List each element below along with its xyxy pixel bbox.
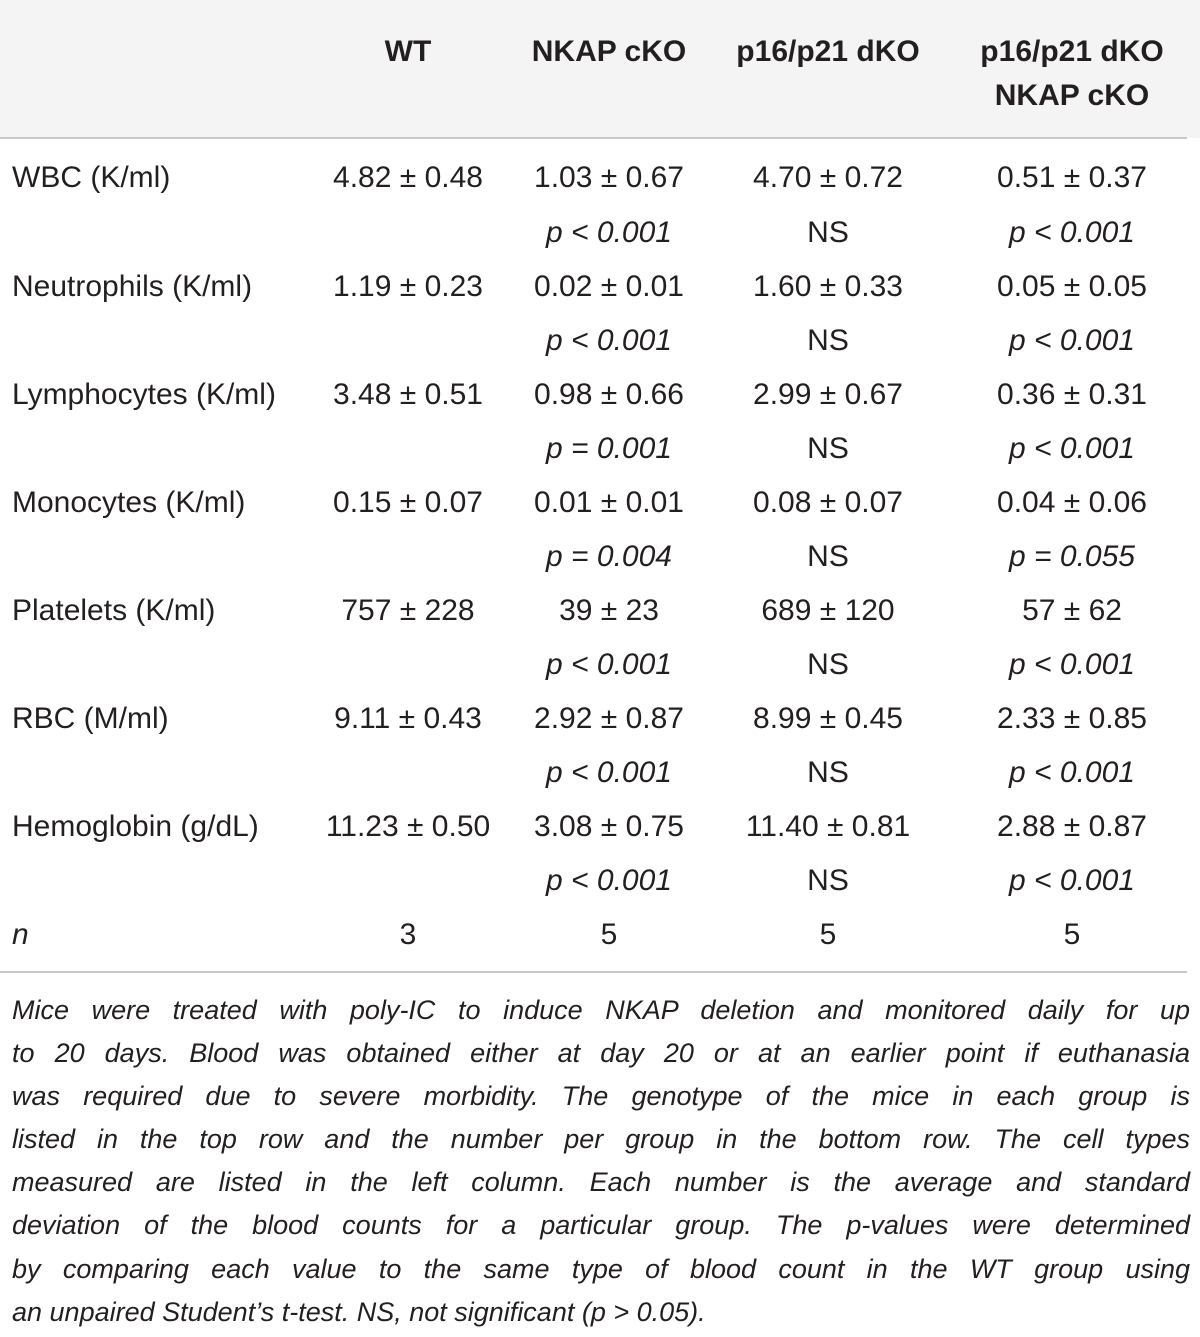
hemoglobin-nkap: 3.08 ± 0.75 [534, 810, 684, 843]
rbc-both: 2.33 ± 0.85 [997, 702, 1147, 735]
neutrophils-both-p: p < 0.001 [1009, 324, 1135, 357]
lymphocytes-wt: 3.48 ± 0.51 [333, 378, 483, 411]
wbc-wt: 4.82 ± 0.48 [333, 161, 483, 194]
header-rule [0, 137, 1187, 139]
monocytes-nkap-p: p = 0.004 [546, 540, 672, 573]
monocytes-both-p: p = 0.055 [1009, 540, 1135, 573]
n-dko: 5 [819, 918, 837, 951]
wbc-nkap-p: p < 0.001 [546, 216, 672, 249]
lymphocytes-dko-p: NS [807, 432, 849, 465]
footnote-line: an unpaired Student’s t-test. NS, not significant (p > 0.05). [12, 1296, 706, 1327]
monocytes-both: 0.04 ± 0.06 [997, 486, 1147, 519]
footer-rule [0, 971, 1187, 973]
monocytes-nkap: 0.01 ± 0.01 [534, 486, 684, 519]
row-label-platelets: Platelets (K/ml) [12, 594, 216, 627]
neutrophils-dko-p: NS [807, 324, 849, 357]
rbc-nkap-p: p < 0.001 [546, 756, 672, 789]
header-p16-p21-dko: p16/p21 dKO [736, 35, 920, 68]
hemoglobin-nkap-p: p < 0.001 [546, 864, 672, 897]
platelets-wt: 757 ± 228 [341, 594, 475, 627]
footnote-line: Mice were treated with poly-IC to induce NKAP deletion and monitored daily for up [12, 995, 1190, 1025]
monocytes-dko: 0.08 ± 0.07 [753, 486, 903, 519]
lymphocytes-nkap: 0.98 ± 0.66 [534, 378, 684, 411]
platelets-both-p: p < 0.001 [1009, 648, 1135, 681]
platelets-both: 57 ± 62 [1022, 594, 1122, 627]
rbc-both-p: p < 0.001 [1009, 756, 1135, 789]
lymphocytes-both-p: p < 0.001 [1009, 432, 1135, 465]
footnote-line: to 20 days. Blood was obtained either at day 20 or at an earlier point if euthanasia [12, 1038, 1190, 1069]
neutrophils-wt: 1.19 ± 0.23 [333, 270, 483, 303]
header-dko-nkap-line2: NKAP cKO [994, 79, 1150, 112]
row-label-lymphocytes: Lymphocytes (K/ml) [12, 378, 276, 411]
footnote-line: by comparing each value to the same type of blood count in the WT group using [12, 1253, 1190, 1284]
lymphocytes-both: 0.36 ± 0.31 [997, 378, 1147, 411]
platelets-nkap-p: p < 0.001 [546, 648, 672, 681]
wbc-nkap: 1.03 ± 0.67 [534, 161, 684, 194]
table-footnote [12, 989, 1190, 1334]
footnote-line: listed in the top row and the number per group in the bottom row. The cell types [12, 1124, 1190, 1155]
header-nkap-cko: NKAP cKO [531, 35, 687, 68]
monocytes-wt: 0.15 ± 0.07 [333, 486, 483, 519]
hemoglobin-dko: 11.40 ± 0.81 [745, 810, 911, 843]
wbc-both-p: p < 0.001 [1009, 216, 1135, 249]
row-label-monocytes: Monocytes (K/ml) [12, 486, 246, 519]
rbc-dko-p: NS [807, 756, 849, 789]
lymphocytes-nkap-p: p = 0.001 [546, 432, 672, 465]
header-wt: WT [384, 35, 432, 68]
row-label-n: n [12, 918, 29, 951]
hemoglobin-wt: 11.23 ± 0.50 [325, 810, 491, 843]
rbc-wt: 9.11 ± 0.43 [334, 702, 482, 735]
neutrophils-nkap-p: p < 0.001 [546, 324, 672, 357]
row-label-wbc: WBC (K/ml) [12, 161, 171, 194]
n-both: 5 [1063, 918, 1081, 951]
rbc-dko: 8.99 ± 0.45 [753, 702, 903, 735]
row-label-neutrophils: Neutrophils (K/ml) [12, 270, 253, 303]
row-label-hemoglobin: Hemoglobin (g/dL) [12, 810, 259, 843]
row-label-rbc: RBC (M/ml) [12, 702, 169, 735]
monocytes-dko-p: NS [807, 540, 849, 573]
n-wt: 3 [399, 918, 417, 951]
hemoglobin-both-p: p < 0.001 [1009, 864, 1135, 897]
hemoglobin-both: 2.88 ± 0.87 [997, 810, 1147, 843]
header-dko-nkap-cko [980, 30, 1163, 118]
header-dko-nkap-line1: p16/p21 dKO [980, 35, 1164, 68]
platelets-nkap: 39 ± 23 [559, 594, 659, 627]
neutrophils-dko: 1.60 ± 0.33 [753, 270, 903, 303]
n-nkap: 5 [600, 918, 618, 951]
hemoglobin-dko-p: NS [807, 864, 849, 897]
footnote-line: deviation of the blood counts for a particular group. The p-values were determined [12, 1210, 1190, 1241]
footnote-line: measured are listed in the left column. Each number is the average and standard [12, 1167, 1190, 1198]
lymphocytes-dko: 2.99 ± 0.67 [753, 378, 903, 411]
footnote-line: was required due to severe morbidity. The genotype of the mice in each group is [12, 1081, 1190, 1112]
wbc-both: 0.51 ± 0.37 [997, 161, 1147, 194]
platelets-dko-p: NS [807, 648, 849, 681]
rbc-nkap: 2.92 ± 0.87 [534, 702, 684, 735]
neutrophils-nkap: 0.02 ± 0.01 [534, 270, 684, 303]
platelets-dko: 689 ± 120 [761, 594, 895, 627]
wbc-dko-p: NS [807, 216, 849, 249]
neutrophils-both: 0.05 ± 0.05 [997, 270, 1147, 303]
wbc-dko: 4.70 ± 0.72 [753, 161, 903, 194]
